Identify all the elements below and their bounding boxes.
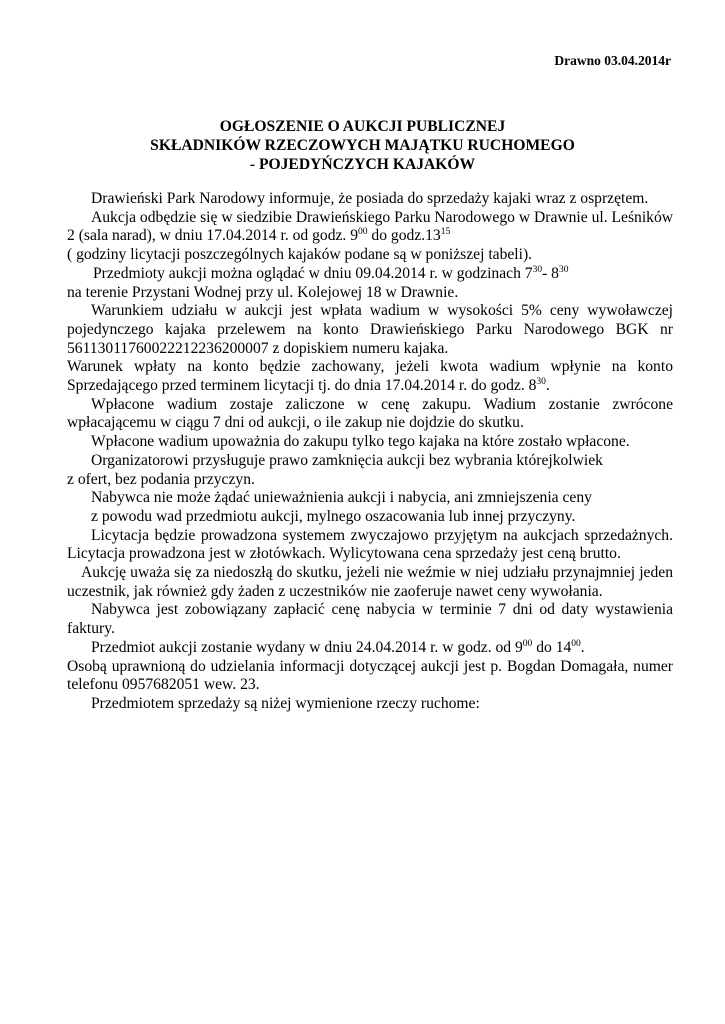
- paragraph-buyer-claims: Nabywca nie może żądać unieważnienia aukcji i nabycia, ani zmniejszenia ceny z powodu wad przedmiotu aukcji, mylnego oszacowania lub innej przyczyny.: [91, 489, 592, 525]
- document-title: [0, 117, 725, 174]
- document-body: [67, 190, 673, 714]
- paragraph-items-intro: Przedmiotem sprzedaży są niżej wymienione rzeczy ruchome:: [91, 694, 480, 712]
- title-line-3: - POJEDYŃCZYCH KAJAKÓW: [249, 156, 476, 173]
- paragraph-deposit-refund: Wpłacone wadium zostaje zaliczone w cenę zakupu. Wadium zostanie zwrócone wpłacającemu w ciągu 7 dni od aukcji, o ile zakup nie dojdzie do skutku.: [67, 395, 673, 432]
- paragraph-organizer-rights: Organizatorowi przysługuje prawo zamknięcia aukcji bez wybrania którejkolwiek z ofert, bez podania przyczyn.: [67, 451, 603, 488]
- paragraph-contact-person: Osobą uprawnioną do udzielania informacji dotyczącej aukcji jest p. Bogdan Domagała, numer telefonu 0957682051 wew. 23.: [67, 657, 673, 694]
- paragraph-auction-venue: Aukcja odbędzie się w siedzibie Drawieńskiego Parku Narodowego w Drawnie ul. Leśników 2 (sala narad), w dniu 17.04.2014 r. od godz. $9^{00}$ do $godz.13^{15}$ ( godziny licytacji poszczególnych kajaków podane są w poniższej tabeli).: [67, 208, 674, 264]
- paragraph-viewing: Przedmioty aukcji można oglądać w dniu 09.04.2014 r. w godzinach $7^{30}-$ $8^{30}$ na terenie Przystani Wodnej przy ul. Kolejowej 18 w Drawnie.: [67, 264, 569, 301]
- paragraph-payment-term: Nabywca jest zobowiązany zapłacić cenę nabycia w terminie 7 dni od daty wystawienia faktury.: [67, 601, 673, 638]
- paragraph-payment-condition: Warunek wpłaty na konto będzie zachowany, jeżeli kwota wadium wpłynie na konto Sprzedającego przed terminem licytacji tj. do dnia 17.04.2014 r. do godz. $8^{30}$.: [67, 358, 673, 395]
- title-line-2: SKŁADNIKÓW RZECZOWYCH MAJĄTKU RUCHOMEGO: [150, 137, 575, 154]
- paragraph-park-info: Drawieński Park Narodowy informuje, że posiada do sprzedaży kajaki wraz z osprzętem.: [91, 190, 649, 207]
- paragraph-bidding-system: Licytacja będzie prowadzona systemem zwyczajowo przyjętym na aukcjach sprzedażnych. Licytacja prowadzona jest w złotówkach. Wylicytowana cena sprzedaży jest ceną brutto.: [67, 526, 673, 563]
- paragraph-deposit-entitlement: Wpłacone wadium upoważnia do zakupu tylko tego kajaka na które zostało wpłacone.: [91, 433, 630, 451]
- paragraph-auction-void: Aukcję uważa się za niedoszłą do skutku, jeżeli nie weźmie w niej udziału przynajmniej jeden uczestnik, jak również gdy żaden z uczestników nie zaoferuje nawet ceny wywołania.: [67, 564, 673, 600]
- document-date: Drawno 03.04.2014r: [554, 53, 671, 68]
- paragraph-handover: Przedmiot aukcji zostanie wydany w dniu 24.04.2014 r. w godz. od $9^{00}$ do $14^{00}$.: [91, 638, 585, 656]
- title-line-1: OGŁOSZENIE O AUKCJI PUBLICZNEJ: [219, 118, 506, 135]
- paragraph-deposit: Warunkiem udziału w aukcji jest wpłata wadium w wysokości 5% ceny wywoławczej pojedynczego kajaka przelewem na konto Drawieńskiego Parku Narodowego BGK nr 56113011760022212236200007 z dopiskiem numeru kajaka.: [67, 302, 673, 357]
